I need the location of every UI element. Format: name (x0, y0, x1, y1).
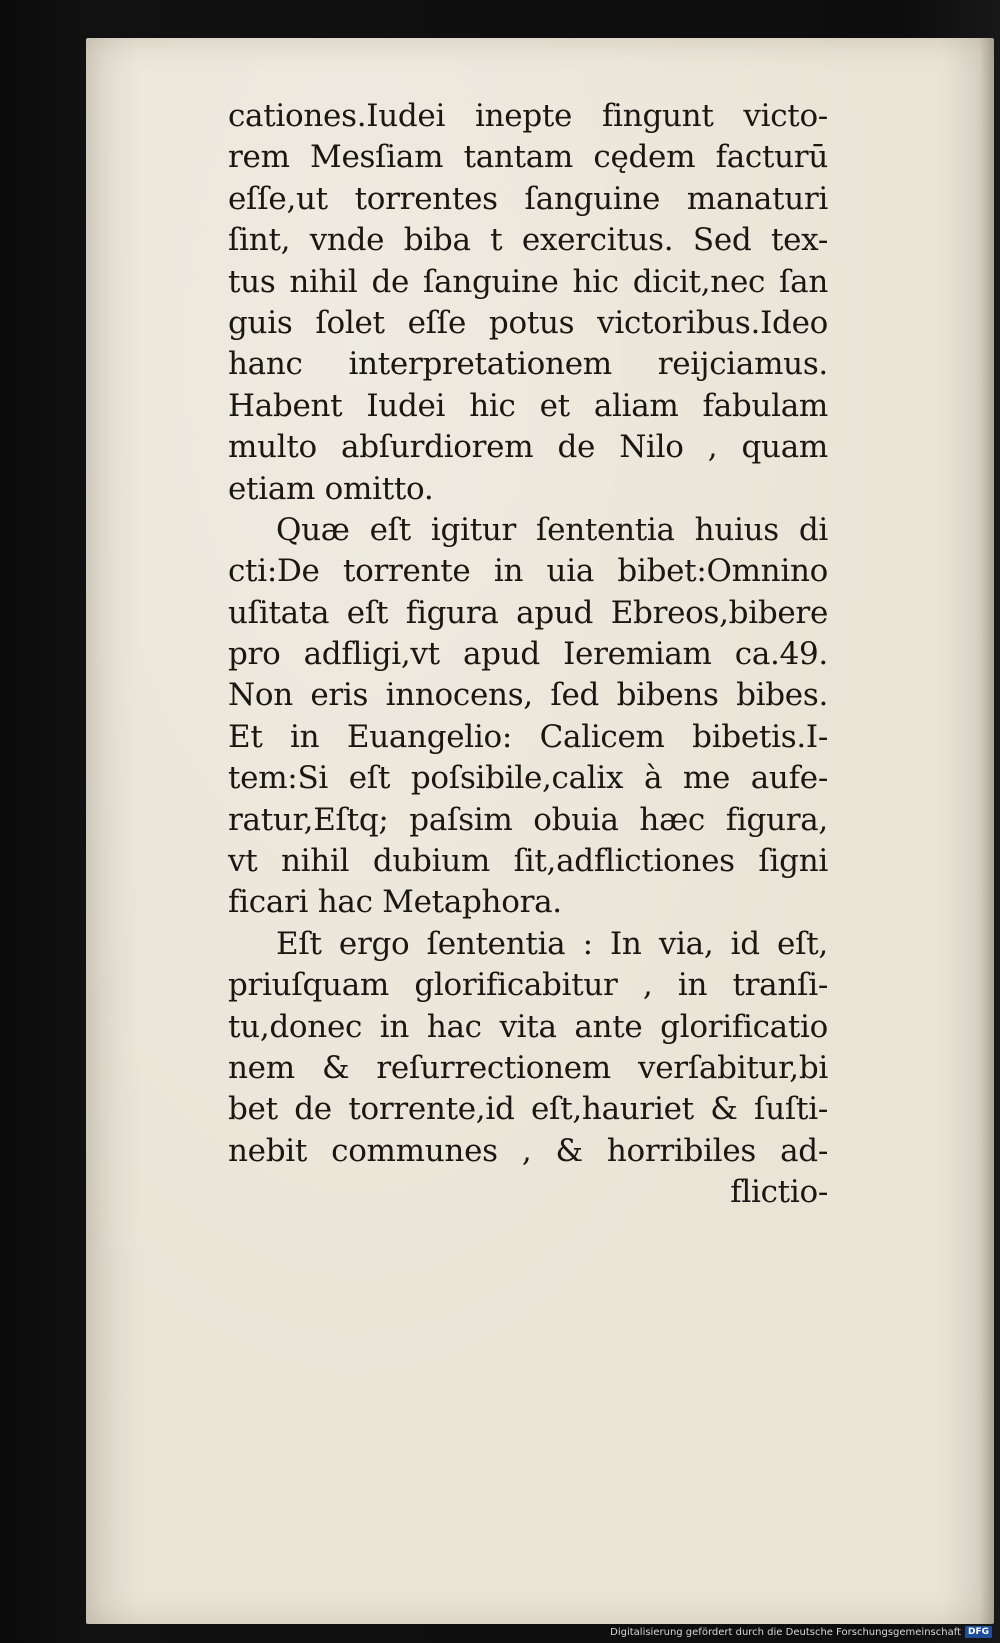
text-line-17: tem:Si eſt poſsibile,calix à me aufe- (228, 760, 828, 797)
text-line-15: Non eris innocens, ſed bibens bibes. (228, 677, 828, 714)
text-line-23: tu,donec in hac vita ante glorificatio (228, 1008, 828, 1045)
text-line-1: cationes.Iudei inepte fingunt victo- (228, 98, 828, 134)
text-line-3: eſſe,ut torrentes ſanguine manaturi (228, 180, 828, 217)
text-line-14: pro adfligi,vt apud Ieremiam ca.49. (228, 636, 828, 673)
text-line-22: priuſquam glorificabitur , in tranſi- (228, 967, 828, 1004)
text-line-7: hanc interpretationem reijciamus. (228, 346, 828, 383)
dfg-logo: DFG (965, 1626, 992, 1638)
footer-credit-text: Digitalisierung gefördert durch die Deutsche Forschungsgemeinschaft (610, 1626, 961, 1638)
text-line-19: vt nihil dubium ſit,adflictiones ſigni (228, 843, 828, 880)
text-line-13: uſitata eſt figura apud Ebreos,bibere (228, 594, 828, 631)
text-line-10: etiam omitto. (228, 470, 434, 507)
text-line-9: multo abſurdiorem de Nilo , quam (228, 429, 828, 466)
text-line-16: Et in Euangelio: Calicem bibetis.I- (228, 718, 828, 755)
text-line-21: Eſt ergo ſententia : In via, id eſt, (276, 925, 828, 962)
text-line-12: cti:De torrente in uia bibet:Omnino (228, 553, 828, 590)
text-line-25: bet de torrente,id eſt,hauriet & ſuſti- (228, 1091, 828, 1128)
text-line-4: ſint, vnde biba t exercitus. Sed tex- (228, 222, 828, 259)
text-line-5: tus nihil de ſanguine hic dicit,nec ſan (228, 263, 828, 300)
digitization-footer (610, 1625, 992, 1639)
page-text-block (228, 96, 828, 1214)
page-edge-shadow (980, 38, 994, 1624)
text-line-6: guis ſolet eſſe potus victoribus.Ideo (228, 304, 828, 341)
text-line-11: Quæ eſt igitur ſententia huius di (276, 511, 828, 548)
text-line-20: ficari hac Metaphora. (228, 884, 562, 921)
text-line-18: ratur,Eſtq; paſsim obuia hæc figura, (228, 801, 828, 838)
text-line-26: nebit communes , & horribiles ad- (228, 1132, 828, 1169)
text-line-8: Habent Iudei hic et aliam fabulam (228, 387, 828, 424)
catchword: flictio- (730, 1174, 828, 1211)
text-line-24: nem & reſurrectionem verſabitur,bi (228, 1049, 828, 1086)
text-line-2: rem Mesſiam tantam cędem facturū (228, 139, 828, 176)
